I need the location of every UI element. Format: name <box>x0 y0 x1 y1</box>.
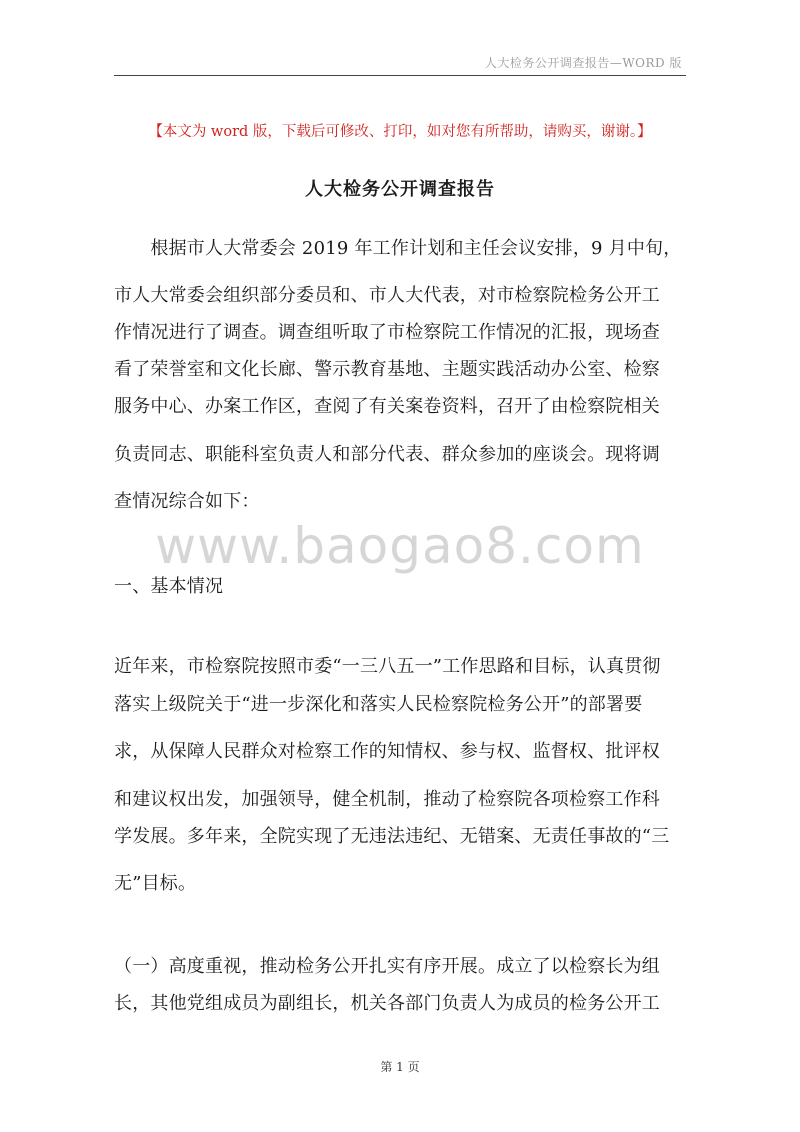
paragraph-2-line: 和建议权出发，加强领导，健全机制，推动了检察院各项检察工作科 <box>114 789 660 810</box>
purchase-notice: 【本文为 word 版，下载后可修改、打印，如对您有所帮助，请购买，谢谢。】 <box>148 124 652 140</box>
paragraph-1-line: 作情况进行了调查。调查组听取了市检察院工作情况的汇报，现场查 <box>114 322 660 343</box>
paragraph-1-line: 服务中心、办案工作区，查阅了有关案卷资料，召开了由检察院相关 <box>114 396 660 417</box>
paragraph-1-line: 看了荣誉室和文化长廊、警示教育基地、主题实践活动办公室、检察 <box>114 359 660 380</box>
paragraph-2-line: 落实上级院关于“进一步深化和落实人民检察院检务公开”的部署要 <box>114 694 643 715</box>
paragraph-3-line: 长，其他党组成员为副组长，机关各部门负责人为成员的检务公开工 <box>114 993 660 1014</box>
paragraph-1-line: 查情况综合如下： <box>114 491 260 512</box>
document-title: 人大检务公开调查报告 <box>305 179 495 200</box>
page-number: 第 1 页 <box>380 1060 420 1074</box>
paragraph-2-line: 近年来，市检察院按照市委“一三八五一”工作思路和目标，认真贯彻 <box>114 656 661 677</box>
header-rule <box>114 75 686 76</box>
paragraph-1-line: 负责同志、职能科室负责人和部分代表、群众参加的座谈会。现将调 <box>114 444 660 465</box>
paragraph-2-line: 无”目标。 <box>114 873 197 894</box>
watermark: www.baogao8.com <box>155 517 645 575</box>
paragraph-1-line: 市人大常委会组织部分委员和、市人大代表，对市检察院检务公开工 <box>114 285 660 306</box>
paragraph-1-line: 根据市人大常委会 2019 年工作计划和主任会议安排，9 月中旬， <box>114 238 682 259</box>
running-header: 人大检务公开调查报告—WORD 版 <box>484 56 682 70</box>
paragraph-2-line: 学发展。多年来，全院实现了无违法违纪、无错案、无责任事故的“三 <box>114 826 670 847</box>
section-heading: 一、基本情况 <box>114 576 224 597</box>
paragraph-2-line: 求，从保障人民群众对检察工作的知情权、参与权、监督权、批评权 <box>114 741 660 762</box>
paragraph-3-line: （一）高度重视，推动检务公开扎实有序开展。成立了以检察长为组 <box>114 956 660 977</box>
